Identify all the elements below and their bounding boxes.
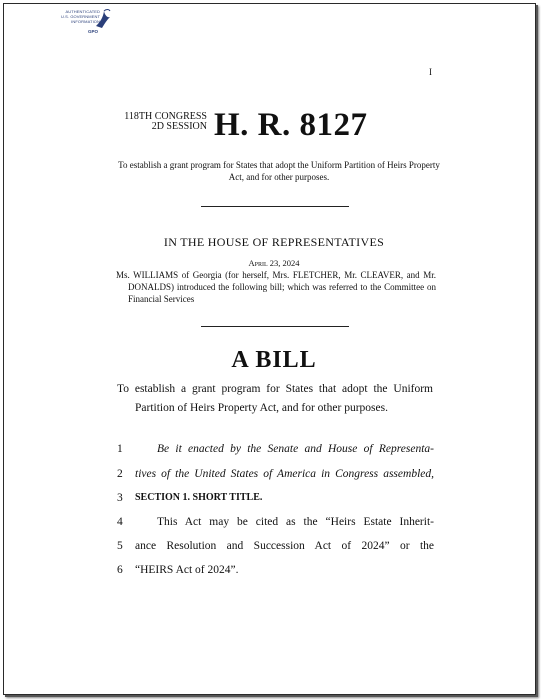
line-number: 3	[117, 492, 123, 504]
bill-long-title	[117, 380, 433, 418]
logo-org: GPO	[88, 29, 99, 34]
section-heading: SECTION 1. SHORT TITLE.	[135, 492, 263, 503]
session-line: 2D SESSION	[151, 121, 207, 132]
page-number: I	[429, 67, 432, 77]
line-number: 2	[117, 468, 123, 480]
document-page	[3, 3, 536, 695]
logo-line-1: AUTHENTICATED	[65, 9, 100, 14]
logo-line-3: INFORMATION	[71, 19, 100, 24]
section-text: “HEIRS Act of 2024”.	[135, 564, 239, 576]
congress-session	[107, 112, 207, 132]
divider-rule	[201, 326, 349, 327]
divider-rule	[201, 206, 349, 207]
a-bill-heading: A BILL	[231, 347, 317, 373]
congress-line: 118TH CONGRESS	[124, 111, 207, 122]
chamber-heading: IN THE HOUSE OF REPRESENTATIVES	[163, 235, 385, 249]
line-number: 5	[117, 540, 123, 552]
logo-line-2: U.S. GOVERNMENT	[60, 14, 100, 19]
line-number: 6	[117, 564, 123, 576]
section-text: ance Resolution and Succession Act of 2024” or the	[135, 540, 434, 552]
line-number: 4	[117, 516, 123, 528]
eagle-icon	[94, 8, 112, 30]
line-number: 1	[117, 443, 123, 455]
bill-number: H. R. 8127	[214, 107, 368, 143]
introduction-date: April 23, 2024	[248, 258, 300, 268]
introduction-text: Ms. WILLIAMS of Georgia (for herself, Mrs. FLETCHER, Mr. CLEAVER, and Mr. DONALDS) introduced the following bill; which was referred to the Committee on Financial Services	[116, 270, 436, 304]
enacting-clause: Be it enacted by the Senate and House of Representa-	[157, 443, 434, 455]
enacting-clause: tives of the United States of America in Congress assembled,	[135, 468, 434, 480]
long-title-text: To establish a grant program for States that adopt the Uniform Partition of Heirs Property Act, and for other purposes.	[117, 383, 433, 414]
introduction-statement	[116, 269, 436, 305]
section-text: This Act may be cited as the “Heirs Estate Inherit-	[157, 516, 434, 528]
gpo-authenticated-logo	[44, 8, 114, 36]
bill-purpose: To establish a grant program for States that adopt the Uniform Partition of Heirs Property Act, and for other purposes.	[118, 160, 440, 182]
